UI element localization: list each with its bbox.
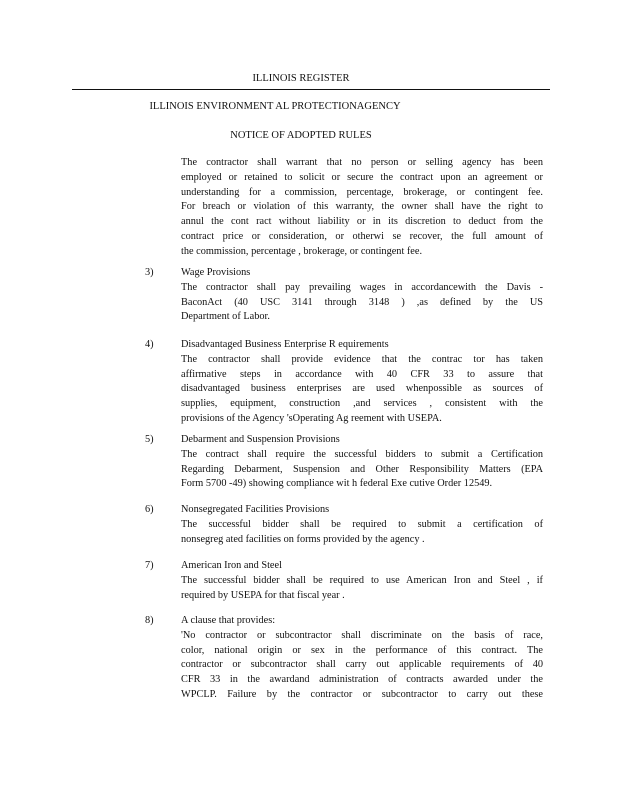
item-nonsegregated-facilities xyxy=(181,503,543,547)
text-line: contract price or consideration, or otherwi se recover, the full amount of xyxy=(181,230,543,242)
text-line: employed or retained to solicit or secure the contract upon an agreement or xyxy=(181,171,543,183)
notice-header: NOTICE OF ADOPTED RULES xyxy=(230,130,372,141)
header-rule xyxy=(72,89,550,90)
text-line: WPCLP. Failure by the contractor or subcontractor to carry out these xyxy=(181,688,543,700)
text-line: The successful bidder shall be required to use American Iron and Steel , if xyxy=(181,574,543,586)
text-line: The successful bidder shall be required to submit a certification of xyxy=(181,518,543,530)
text-line: 'No contractor or subcontractor shall discriminate on the basis of race, xyxy=(181,629,543,641)
text-line: Department of Labor. xyxy=(181,311,270,323)
text-line: The contract shall require the successful bidders to submit a Certification xyxy=(181,448,543,460)
item-american-iron-steel xyxy=(181,559,543,603)
item-title: Wage Provisions xyxy=(181,267,251,278)
item-title: Debarment and Suspension Provisions xyxy=(181,434,340,445)
item-title: A clause that provides: xyxy=(181,615,276,626)
text-line: nonsegreg ated facilities on forms provided by the agency . xyxy=(181,533,425,545)
text-line: Regarding Debarment, Suspension and Other Responsibility Matters (EPA xyxy=(181,463,543,475)
text-line: The contractor shall warrant that no person or selling agency has been xyxy=(181,157,543,168)
text-line: supplies, equipment, construction ,and services , consistent with the xyxy=(181,398,543,410)
item-wage-provisions xyxy=(181,266,543,325)
text-line: contractor or subcontractor shall carry out applicable requirements of 40 xyxy=(181,659,543,671)
item-debarment-suspension xyxy=(181,433,543,492)
text-line: color, national origin or sex in the performance of this contract. The xyxy=(181,644,543,656)
item-number: 7) xyxy=(145,560,154,571)
item-number: 8) xyxy=(145,615,154,626)
intro-paragraph xyxy=(181,156,543,260)
text-line: The contractor shall provide evidence that the contrac tor has taken xyxy=(181,353,543,365)
item-nondiscrimination-clause xyxy=(181,614,543,703)
text-line: BaconAct (40 USC 3141 through 3148 ) ,as defined by the US xyxy=(181,296,543,308)
text-line: required by USEPA for that fiscal year . xyxy=(181,589,345,601)
item-disadvantaged-business xyxy=(181,338,543,427)
item-number: 5) xyxy=(145,434,154,445)
item-title: Disadvantaged Business Enterprise R equirements xyxy=(181,339,389,350)
item-number: 4) xyxy=(145,339,154,350)
item-title: American Iron and Steel xyxy=(181,560,282,571)
text-line: disadvantaged business enterprises are used whenpossible as sources of xyxy=(181,383,543,395)
text-line: The contractor shall pay prevailing wages in accordancewith the Davis - xyxy=(181,281,543,293)
item-number: 6) xyxy=(145,504,154,515)
text-line: Form 5700 -49) showing compliance wit h federal Exe cutive Order 12549. xyxy=(181,478,493,490)
text-line: provisions of the Agency 'sOperating Ag reement with USEPA. xyxy=(181,412,442,424)
item-number: 3) xyxy=(145,267,154,278)
text-line: CFR 33 in the awardand administration of contracts awarded under the xyxy=(181,674,543,686)
item-title: Nonsegregated Facilities Provisions xyxy=(181,504,330,515)
agency-header: ILLINOIS ENVIRONMENT AL PROTECTIONAGENCY xyxy=(149,101,401,112)
text-line: affirmative steps in accordance with 40 CFR 33 to assure that xyxy=(181,368,543,380)
publication-header: ILLINOIS REGISTER xyxy=(252,73,350,84)
text-line: the commission, percentage , brokerage, or contingent fee. xyxy=(181,245,423,257)
text-line: annul the cont ract without liability or in its discretion to deduct from the xyxy=(181,216,543,228)
text-line: For breach or violation of this warranty, the owner shall have the right to xyxy=(181,201,543,213)
text-line: understanding for a commission, percentage, brokerage, or contingent fee. xyxy=(181,186,543,198)
